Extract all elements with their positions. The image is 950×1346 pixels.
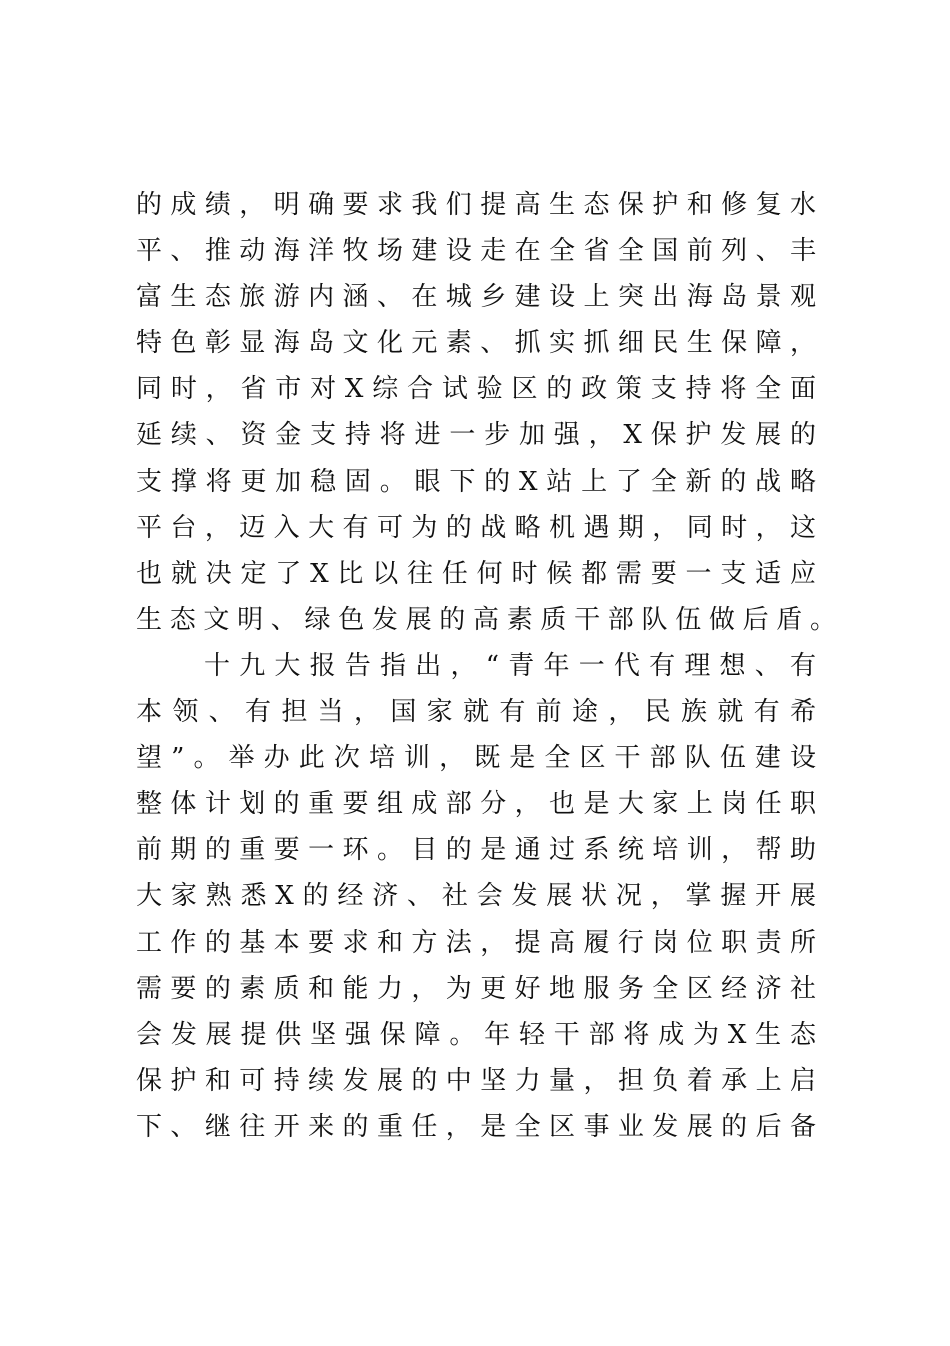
text-line: 需要的素质和能力，为更好地服务全区经济社 <box>136 973 816 1004</box>
text-line: 工作的基本要求和方法，提高履行岗位职责所 <box>136 927 816 958</box>
text-line: 的成绩，明确要求我们提高生态保护和修复水 <box>136 190 816 220</box>
text-line: 同时，省市对X综合试验区的政策支持将全面 <box>136 374 816 405</box>
text-line: 特色彰显海岛文化元素、抓实抓细民生保障， <box>136 328 816 359</box>
body-text <box>136 182 836 1150</box>
text-line: 平台，迈入大有可为的战略机遇期，同时，这 <box>136 512 816 543</box>
text-line: 下、继往开来的重任，是全区事业发展的后备 <box>136 1111 816 1142</box>
text-line: 望”。举办此次培训，既是全区干部队伍建设 <box>136 743 816 774</box>
text-line: 支撑将更加稳固。眼下的X站上了全新的战略 <box>136 466 816 497</box>
text-line: 平、推动海洋牧场建设走在全省全国前列、丰 <box>136 236 816 267</box>
text-line: 保护和可持续发展的中坚力量，担负着承上启 <box>136 1065 816 1096</box>
text-line: 本领、有担当，国家就有前途，民族就有希 <box>136 697 816 728</box>
paragraph-first-line: 十九大报告指出，“青年一代有理想、有 <box>204 650 816 681</box>
text-line: 大家熟悉X的经济、社会发展状况，掌握开展 <box>136 881 816 912</box>
text-line: 会发展提供坚强保障。年轻干部将成为X生态 <box>136 1019 816 1050</box>
text-line: 生态文明、绿色发展的高素质干部队伍做后盾。 <box>136 604 836 635</box>
text-line: 前期的重要一环。目的是通过系统培训，帮助 <box>136 835 816 866</box>
text-line: 富生态旅游内涵、在城乡建设上突出海岛景观 <box>136 282 816 313</box>
text-line: 也就决定了X比以往任何时候都需要一支适应 <box>136 558 816 589</box>
text-line: 延续、资金支持将进一步加强，X保护发展的 <box>136 420 816 451</box>
text-line: 整体计划的重要组成部分，也是大家上岗任职 <box>136 789 816 820</box>
